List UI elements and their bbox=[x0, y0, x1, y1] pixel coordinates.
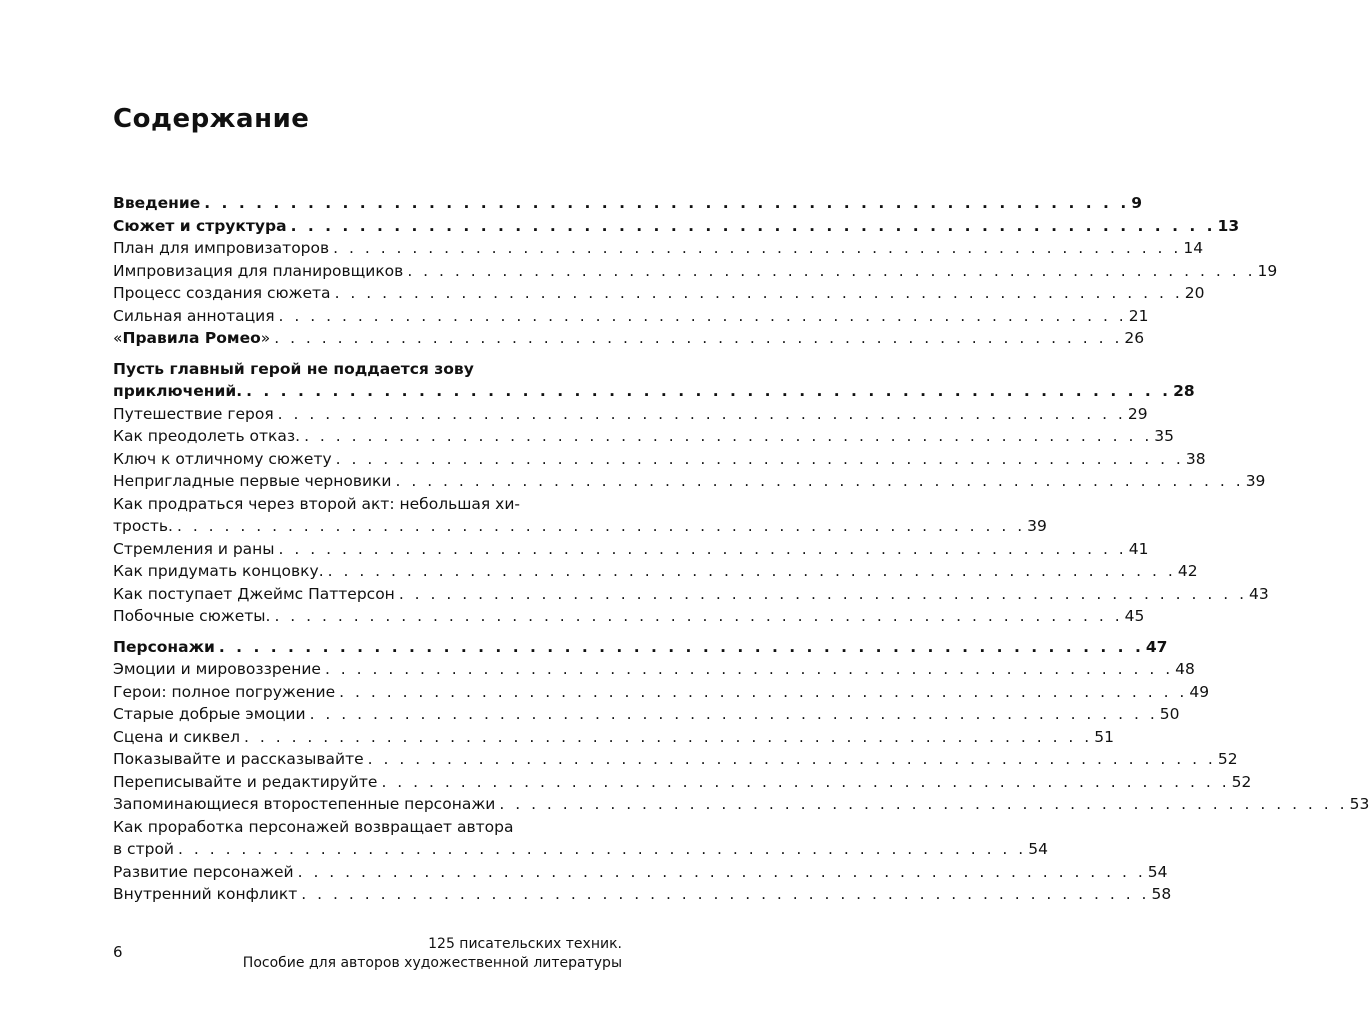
toc-entry-label: Непригладные первые черновики bbox=[113, 472, 392, 490]
toc-page-number: 35 bbox=[1154, 427, 1174, 445]
dot-leader: . . . . . . . . . . . . . . . . . . . . . . . . . . . . . . . . . . . . . . . . . . . . . . . . . . . . . . bbox=[395, 472, 1244, 490]
toc-entry-label: Старые добрые эмоции bbox=[113, 705, 306, 723]
running-footer bbox=[243, 935, 622, 973]
toc-entry[interactable] bbox=[113, 403, 1148, 426]
page-title: Содержание bbox=[113, 104, 310, 134]
dot-leader: . . . . . . . . . . . . . . . . . . . . . . . . . . . . . . . . . . . . . . . . . . . . . . . . . . . . . . bbox=[297, 862, 1146, 881]
dot-leader: . . . . . . . . . . . . . . . . . . . . . . . . . . . . . . . . . . . . . . . . . . . . . . . . . . . . . . bbox=[324, 660, 1174, 678]
dot-leader: . . . . . . . . . . . . . . . . . . . . . . . . . . . . . . . . . . . . . . . . . . . . . . . . . . . . . . bbox=[244, 727, 1093, 746]
toc-entry[interactable] bbox=[113, 726, 1114, 749]
dot-leader: . . . . . . . . . . . . . . . . . . . . . . . . . . . . . . . . . . . . . . . . . . . . . . . . . . . . . . bbox=[204, 194, 1130, 212]
toc-page-number: 29 bbox=[1127, 404, 1148, 423]
toc-page-number: 51 bbox=[1094, 727, 1114, 746]
toc-entry[interactable] bbox=[113, 748, 1238, 771]
toc-page-number: 54 bbox=[1028, 840, 1048, 858]
toc-page-number: 48 bbox=[1175, 660, 1195, 678]
dot-leader: . . . . . . . . . . . . . . . . . . . . . . . . . . . . . . . . . . . . . . . . . . . . . . . . . . . . . . bbox=[301, 885, 1150, 903]
dot-leader: . . . . . . . . . . . . . . . . . . . . . . . . . . . . . . . . . . . . . . . . . . . . . . . . . . . . . . bbox=[277, 404, 1126, 423]
toc-entry-label: Ключ к отличному сюжету bbox=[113, 449, 332, 468]
quote-open: « bbox=[113, 329, 123, 347]
toc-page-number: 13 bbox=[1217, 216, 1240, 235]
dot-leader: . . . . . . . . . . . . . . . . . . . . . . . . . . . . . . . . . . . . . . . . . . . . . . . . . . . . . . bbox=[499, 795, 1348, 813]
dot-leader: . . . . . . . . . . . . . . . . . . . . . . . . . . . . . . . . . . . . . . . . . . . . . . . . . . . . . . bbox=[367, 750, 1216, 768]
dot-leader: . . . . . . . . . . . . . . . . . . . . . . . . . . . . . . . . . . . . . . . . . . . . . . . . . . . . . . bbox=[176, 517, 1026, 535]
toc-entry-label: Как поступает Джеймс Паттерсон bbox=[113, 584, 395, 603]
toc-entry-label: в строй bbox=[113, 840, 175, 858]
toc-entry[interactable] bbox=[113, 448, 1206, 471]
dot-leader: . . . . . . . . . . . . . . . . . . . . . . . . . . . . . . . . . . . . . . . . . . . . . . . . . . . . . . bbox=[381, 772, 1230, 791]
toc-entry[interactable] bbox=[113, 560, 1198, 583]
toc-page-number: 45 bbox=[1124, 607, 1145, 625]
toc-entry-label: Импровизация для планировщиков bbox=[113, 261, 404, 280]
toc-entry[interactable] bbox=[113, 703, 1180, 726]
toc-page-number: 52 bbox=[1217, 750, 1238, 768]
toc-entry-lead: Как продраться через второй акт: небольшая хи- bbox=[113, 494, 521, 513]
toc-entry-label: Путешествие героя bbox=[113, 404, 274, 423]
toc-entry[interactable] bbox=[113, 327, 1145, 350]
toc-entry[interactable] bbox=[113, 658, 1195, 681]
toc-page-number: 47 bbox=[1145, 637, 1168, 656]
toc-page-number: 39 bbox=[1245, 472, 1266, 490]
toc-entry-label: Персонажи bbox=[113, 637, 215, 656]
running-footer-line: Пособие для авторов художественной литературы bbox=[242, 955, 622, 971]
toc-page-number: 41 bbox=[1128, 539, 1149, 558]
toc-entry-label-bold: Правила Ромео bbox=[122, 329, 261, 347]
toc-entry-label: Показывайте и рассказывайте bbox=[113, 750, 364, 768]
dot-leader: . . . . . . . . . . . . . . . . . . . . . . . . . . . . . . . . . . . . . . . . . . . . . . . . . . . . . . bbox=[218, 637, 1144, 656]
toc-entry-label: Развитие персонажей bbox=[113, 862, 294, 881]
toc-entry[interactable] bbox=[113, 282, 1205, 305]
dot-leader: . . . . . . . . . . . . . . . . . . . . . . . . . . . . . . . . . . . . . . . . . . . . . . . . . . . . . . bbox=[278, 306, 1127, 325]
toc-entry-label: трость. bbox=[113, 517, 173, 535]
toc-entry[interactable] bbox=[113, 838, 1048, 861]
toc-entry-label: Сцена и сиквел bbox=[113, 727, 241, 746]
toc-entry-label: Переписывайте и редактируйте bbox=[113, 772, 378, 791]
quote-close: » bbox=[260, 329, 271, 347]
toc-entry[interactable] bbox=[113, 380, 1195, 403]
toc-page-number: 9 bbox=[1131, 194, 1143, 212]
toc-entry-label: Как преодолеть отказ. bbox=[113, 427, 301, 445]
dot-leader: . . . . . . . . . . . . . . . . . . . . . . . . . . . . . . . . . . . . . . . . . . . . . . . . . . . . . . bbox=[339, 682, 1188, 701]
page-number: 6 bbox=[113, 943, 123, 961]
running-footer-line: 125 писательских техник. bbox=[428, 936, 622, 952]
toc-entry[interactable] bbox=[113, 260, 1278, 283]
toc-page-number: 19 bbox=[1257, 261, 1278, 280]
toc-entry-lead: Как проработка персонажей возвращает автора bbox=[113, 817, 514, 836]
toc-entry-label: Сильная аннотация bbox=[113, 306, 275, 325]
toc-page-number: 26 bbox=[1124, 329, 1145, 347]
toc-page-number: 21 bbox=[1128, 306, 1149, 325]
toc-page-number: 43 bbox=[1249, 584, 1269, 603]
dot-leader: . . . . . . . . . . . . . . . . . . . . . . . . . . . . . . . . . . . . . . . . . . . . . . . . . . . . . . bbox=[407, 261, 1256, 280]
toc-section bbox=[113, 636, 1369, 906]
dot-leader: . . . . . . . . . . . . . . . . . . . . . . . . . . . . . . . . . . . . . . . . . . . . . . . . . . . . . . bbox=[334, 284, 1183, 302]
toc-entry[interactable] bbox=[113, 793, 1369, 816]
toc-entry[interactable] bbox=[113, 583, 1269, 606]
dot-leader: . . . . . . . . . . . . . . . . . . . . . . . . . . . . . . . . . . . . . . . . . . . . . . . . . . . . . . bbox=[398, 584, 1248, 603]
toc-entry[interactable] bbox=[113, 425, 1174, 448]
dot-leader: . . . . . . . . . . . . . . . . . . . . . . . . . . . . . . . . . . . . . . . . . . . . . . . . . . . . . . bbox=[178, 840, 1027, 858]
toc-entry[interactable] bbox=[113, 883, 1172, 906]
toc-entry[interactable] bbox=[113, 681, 1210, 704]
toc-entry-label: Побочные сюжеты. bbox=[113, 607, 271, 625]
toc-entry-label: приключений. bbox=[113, 382, 243, 400]
toc-entry[interactable] bbox=[113, 861, 1168, 884]
toc-entry[interactable] bbox=[113, 605, 1145, 628]
dot-leader: . . . . . . . . . . . . . . . . . . . . . . . . . . . . . . . . . . . . . . . . . . . . . . . . . . . . . . bbox=[274, 607, 1123, 625]
toc-entry[interactable] bbox=[113, 215, 1240, 238]
toc-entry-label: Как придумать концовку. bbox=[113, 562, 324, 580]
toc-entry[interactable] bbox=[113, 305, 1149, 328]
toc-entry-label: Введение bbox=[113, 194, 201, 212]
toc-page-number: 53 bbox=[1349, 795, 1369, 813]
dot-leader: . . . . . . . . . . . . . . . . . . . . . . . . . . . . . . . . . . . . . . . . . . . . . . . . . . . . . . bbox=[290, 216, 1216, 235]
toc-entry-label: Герои: полное погружение bbox=[113, 682, 336, 701]
dot-leader: . . . . . . . . . . . . . . . . . . . . . . . . . . . . . . . . . . . . . . . . . . . . . . . . . . . . . . bbox=[274, 329, 1123, 347]
toc-page-number: 49 bbox=[1189, 682, 1210, 701]
dot-leader: . . . . . . . . . . . . . . . . . . . . . . . . . . . . . . . . . . . . . . . . . . . . . . . . . . . . . . bbox=[246, 382, 1172, 400]
dot-leader: . . . . . . . . . . . . . . . . . . . . . . . . . . . . . . . . . . . . . . . . . . . . . . . . . . . . . . bbox=[278, 539, 1127, 558]
toc-section bbox=[113, 192, 1278, 350]
toc-page-number: 52 bbox=[1231, 772, 1252, 791]
toc-page-number: 42 bbox=[1177, 562, 1198, 580]
toc-page-number: 39 bbox=[1027, 517, 1047, 535]
toc-entry-label: Сюжет и структура bbox=[113, 216, 287, 235]
dot-leader: . . . . . . . . . . . . . . . . . . . . . . . . . . . . . . . . . . . . . . . . . . . . . . . . . . . . . . bbox=[333, 239, 1182, 257]
dot-leader: . . . . . . . . . . . . . . . . . . . . . . . . . . . . . . . . . . . . . . . . . . . . . . . . . . . . . . bbox=[309, 705, 1158, 723]
toc-page-number: 38 bbox=[1185, 449, 1206, 468]
toc-entry-label bbox=[113, 327, 270, 350]
toc-entry[interactable] bbox=[113, 192, 1143, 215]
toc-page-number: 28 bbox=[1173, 382, 1195, 400]
toc-entry-label: Внутренний конфликт bbox=[113, 885, 298, 903]
dot-leader: . . . . . . . . . . . . . . . . . . . . . . . . . . . . . . . . . . . . . . . . . . . . . . . . . . . . . . bbox=[335, 449, 1184, 468]
toc-entry-lead: Пусть главный герой не поддается зову bbox=[113, 359, 474, 378]
toc-entry[interactable] bbox=[113, 771, 1252, 794]
toc-page-number: 14 bbox=[1183, 239, 1204, 257]
table-of-contents bbox=[113, 192, 1369, 906]
toc-entry-label: Эмоции и мировоззрение bbox=[113, 660, 321, 678]
dot-leader: . . . . . . . . . . . . . . . . . . . . . . . . . . . . . . . . . . . . . . . . . . . . . . . . . . . . . . bbox=[304, 427, 1153, 445]
toc-page-number: 58 bbox=[1151, 885, 1172, 903]
dot-leader: . . . . . . . . . . . . . . . . . . . . . . . . . . . . . . . . . . . . . . . . . . . . . . . . . . . . . . bbox=[327, 562, 1176, 580]
toc-entry[interactable] bbox=[113, 237, 1204, 260]
toc-page-number: 20 bbox=[1184, 284, 1205, 302]
toc-page-number: 54 bbox=[1147, 862, 1168, 881]
toc-entry-label: Стремления и раны bbox=[113, 539, 275, 558]
toc-entry-label: Запоминающиеся второстепенные персонажи bbox=[113, 795, 496, 813]
toc-section bbox=[113, 358, 1269, 628]
toc-page-number: 50 bbox=[1159, 705, 1180, 723]
toc-entry[interactable] bbox=[113, 538, 1149, 561]
toc-entry-label: План для импровизаторов bbox=[113, 239, 330, 257]
toc-entry-label: Процесс создания сюжета bbox=[113, 284, 331, 302]
toc-entry[interactable] bbox=[113, 515, 1047, 538]
toc-entry[interactable] bbox=[113, 636, 1168, 659]
toc-entry[interactable] bbox=[113, 470, 1266, 493]
